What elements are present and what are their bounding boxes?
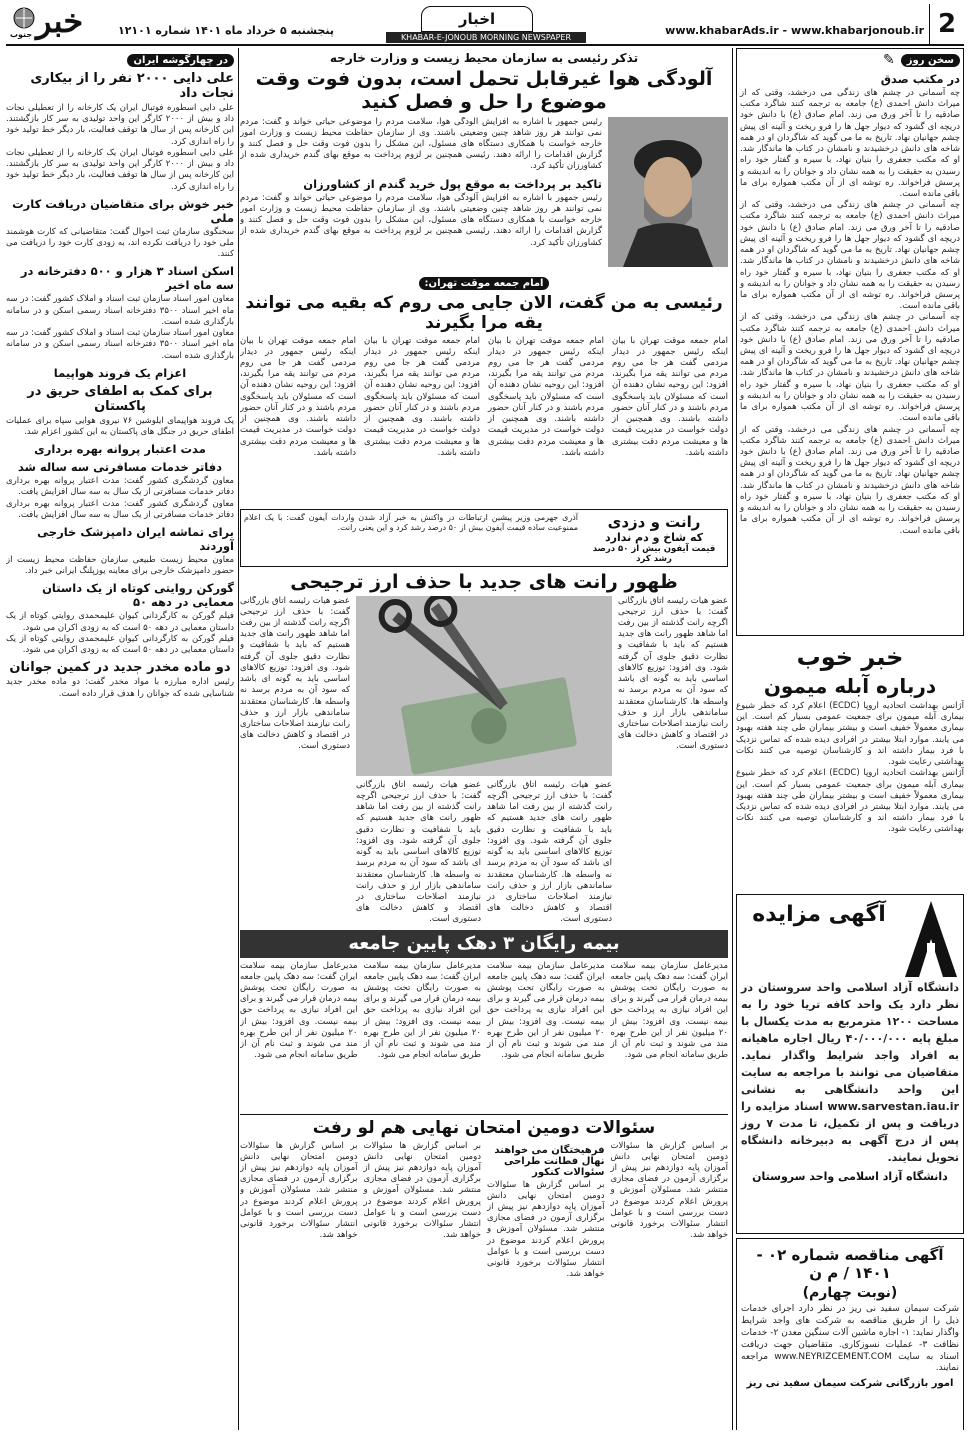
- left-h5b: دفاتر خدمات مسافرتی سه ساله شد: [17, 460, 223, 475]
- top-body-cont: رئیس جمهور با اشاره به افزایش آلودگی هوا، سلامت مردم را موضوعی حیاتی خواند و گفت: مردم نمی توانند هر روز شاهد چنین وضعیتی باشند. وی از سازمان حفاظت محیط زیست و وزارت امور خارجه خواست با همکاری دستگاه های مسئول، این مشکل را بدون فوت وقت حل و فصل کنند و گزارش اقدامات را ارائه دهند. رئیسی همچنین بر لزوم پرداخت به موقع بهای گندم خریداری شده از کشاورزان تأکید کرد.: [240, 192, 602, 248]
- ad3-footer: امور بازرگانی شرکت سیمان سفید نی ریز: [746, 1378, 954, 1390]
- exam-subhead: فرهیختگان می خواهند نهال فطانت طراحی سئوالات کنکور: [494, 1144, 605, 1178]
- column-body: چه آسمانی در چشم های زندگی می درخشد، وقتی که از میراث دانش احمدی (ع) جامعه به ترجمه کنند شاگرد مکتب صادقیه را تا آخر ورق می زند. امام صادق (ع) با دانش خود دریچه ای گشود که دیوار جهل ها را فرو ریخت و آئینه ای پیش چشم جهانیان نهاد. تاریخ به ما می گوید که شاگردان او در همه شاخه های دانش درخشیدند و نامشان در کتاب ها ماندگار شد. او که مکتب جعفری را بنیان نهاد، با سیره و گفتار خود راه رسیدن به حقیقت را به همه نشان داد و جوانان را به اندیشه و پرسش فراخواند. ره توشه ای از آن مکتب همواره برای ما باقی مانده است.: [740, 88, 960, 199]
- column-separator: [238, 48, 239, 1430]
- scissors-money-photo: [356, 596, 612, 776]
- left-t3b: معاون امور اسناد سازمان ثبت اسناد و املاک کشور گفت: در سه ماه اخیر اسناد ۳۵۰۰ دفترخانه اسناد رسمی اسکن و در سامانه بارگذاری شده است.: [6, 328, 234, 361]
- ad1-subtitle: درباره آبله میمون: [763, 674, 937, 698]
- newspaper-logo: [6, 4, 116, 44]
- insurance-body-1: مدیرعامل سازمان بیمه سلامت ایران گفت: سه دهک پایین جامعه به صورت رایگان تحت پوشش بیمه درمان قرار می گیرند و برای این افراد نیازی به پرداخت حق بیمه نیست. وی افزود: بیش از ۲۰ میلیون نفر از این طرح بهره مند می شوند و ثبت نام آن از طریق سامانه انجام می شود.: [610, 960, 728, 1061]
- top-subhead: تاکید بر پرداخت به موقع پول خرید گندم از کشاورزان: [303, 176, 602, 191]
- main-body-3: عضو هیات رئیسه اتاق بازرگانی گفت: با حذف ارز ترجیحی اگرچه رانت گذشته از بین رفت اما شاهد ظهور رانت های جدید هستیم که باید با شفافیت و نظارت دقیق جلوی آن گرفته شود. وی افزود: توزیع کالاهای اساسی باید به گونه ای باشد که سود آن به مردم برسد نه واسطه ها. کارشناسان معتقدند ساماندهی بازار ارز و حذف رانت نیازمند اصلاحات ساختاری در اقتصاد و کاهش دخالت های دستوری است.: [356, 779, 481, 925]
- left-h7: گورکن روایتی کوتاه از یک داستان معمایی در دهه ۵۰: [42, 581, 234, 610]
- column-body-cont2: چه آسمانی در چشم های زندگی می درخشد، وقتی که از میراث دانش احمدی (ع) جامعه به ترجمه کنند شاگرد مکتب صادقیه را تا آخر ورق می زند. امام صادق (ع) با دانش خود دریچه ای گشود که دیوار جهل ها را فرو ریخت و آئینه ای پیش چشم جهانیان نهاد. تاریخ به ما می گوید که شاگردان او در همه شاخه های دانش درخشیدند و نامشان در کتاب ها ماندگار شد. او که مکتب جعفری را بنیان نهاد، با سیره و گفتار خود راه رسیدن به حقیقت را به همه نشان داد و جوانان را به اندیشه و پرسش فراخواند. ره توشه ای از آن مکتب همواره برای ما باقی مانده است.: [740, 312, 960, 424]
- exam-body-3: بر اساس گزارش ها سئوالات دومین امتحان نهایی دانش آموزان پایه دوازدهم نیز پیش از برگزاری آزمون در فضای مجازی منتشر شد. مسئولان آموزش و پرورش اعلام کردند موضوع در دست بررسی است و با عوامل انتشار سئوالات برخورد قانونی خواهد شد.: [363, 1140, 481, 1241]
- main-story: [240, 596, 728, 926]
- left-t1: علی دایی اسطوره فوتبال ایران یک کارخانه را از تعطیلی نجات داد و بیش از ۲۰۰۰ کارگر این واحد تولیدی به سر کار بازگشتند. این کارخانه پس از سال ها توقف فعالیت، بار دیگر خط تولید خود را راه اندازی کرد.: [6, 103, 234, 147]
- friday-body-1: امام جمعه موقت تهران با بیان اینکه رئیس جمهور در دیدار مردمی گفت هر جا می روم مردم می توانند یقه مرا بگیرند، افزود: این روحیه نشان دهنده آن است که مسئولان باید پاسخگوی مردم باشند و در کنار آنان حضور داشته باشند. وی همچنین از دولت خواست در مدیریت قیمت ها و معیشت مردم دقت بیشتری داشته باشد.: [612, 335, 728, 458]
- page-number: 2: [929, 4, 964, 44]
- top-kicker: تذکر رئیسی به سازمان محیط زیست و وزارت خارجه: [329, 51, 639, 65]
- insurance-body-4: مدیرعامل سازمان بیمه سلامت ایران گفت: سه دهک پایین جامعه به صورت رایگان تحت پوشش بیمه درمان قرار می گیرند و برای این افراد نیازی به پرداخت حق بیمه نیست. وی افزود: بیش از ۲۰ میلیون نفر از این طرح بهره مند می شوند و ثبت نام آن از طریق سامانه انجام می شود.: [240, 960, 358, 1061]
- daily-column-box: [736, 48, 964, 636]
- column-body-cont3: چه آسمانی در چشم های زندگی می درخشد، وقتی که از میراث دانش احمدی (ع) جامعه به ترجمه کنند شاگرد مکتب صادقیه را تا آخر ورق می زند. امام صادق (ع) با دانش خود دریچه ای گشود که دیوار جهل ها را فرو ریخت و آئینه ای پیش چشم جهانیان نهاد. تاریخ به ما می گوید که شاگردان او در همه شاخه های دانش درخشیدند و نامشان در کتاب ها ماندگار شد. او که مکتب جعفری را بنیان نهاد، با سیره و گفتار خود راه رسیدن به حقیقت را به همه نشان داد و جوانان را به اندیشه و پرسش فراخواند. ره توشه ای از آن مکتب همواره برای ما باقی مانده است.: [740, 424, 960, 536]
- pen-icon: ✎: [883, 52, 895, 68]
- ad1-body-cont: آژانس بهداشت اتحادیه اروپا (ECDC) اعلام کرد که خطر شیوع بیماری آبله میمون برای جمعیت عمومی بسیار کم است. این بیماری معمولاً خفیف است و بیشتر بیماران طی چند هفته بهبود می یابند. موارد ابتلا بیشتر در افرادی دیده شده که تماس نزدیک با فرد بیمار داشته اند و کارشناسان توصیه می کنند نکات بهداشتی رعایت شود.: [736, 768, 964, 835]
- left-h3: اسکن اسناد ۳ هزار و ۵۰۰ دفترخانه در سه ماه اخیر: [20, 264, 234, 293]
- issue-date: پنجشنبه ۵ خرداد ماه ۱۴۰۱ شماره ۱۲۱۰۱: [118, 24, 334, 37]
- friday-body-2: امام جمعه موقت تهران با بیان اینکه رئیس جمهور در دیدار مردمی گفت هر جا می روم مردم می توانند یقه مرا بگیرند، افزود: این روحیه نشان دهنده آن است که مسئولان باید پاسخگوی مردم باشند و در کنار آنان حضور داشته باشند. وی همچنین از دولت خواست در مدیریت قیمت ها و معیشت مردم دقت بیشتری داشته باشد.: [488, 335, 604, 458]
- exam-story: [240, 1141, 728, 1301]
- left-h5: مدت اعتبار پروانه بهره برداری: [34, 442, 206, 457]
- rant-caption: قیمت آیفون بیش از ۵۰ درصد رشد کرد: [592, 543, 716, 564]
- main-body-1: عضو هیات رئیسه اتاق بازرگانی گفت: با حذف ارز ترجیحی اگرچه رانت گذشته از بین رفت اما شاهد ظهور رانت های جدید هستیم که باید با شفافیت و نظارت دقیق جلوی آن گرفته شود. وی افزود: توزیع کالاهای اساسی باید به گونه ای باشد که سود آن به مردم برسد نه واسطه ها. کارشناسان معتقدند ساماندهی بازار ارز و حذف رانت نیازمند اصلاحات ساختاری در اقتصاد و کاهش دخالت های دستوری است.: [618, 595, 728, 752]
- left-h6: برای تماشه ایران دامپزشک خارجی آوردند: [37, 525, 234, 554]
- friday-body-4: امام جمعه موقت تهران با بیان اینکه رئیس جمهور در دیدار مردمی گفت هر جا می روم مردم می توانند یقه مرا بگیرند، افزود: این روحیه نشان دهنده آن است که مسئولان باید پاسخگوی مردم باشند و در کنار آنان حضور داشته باشند. وی همچنین از دولت خواست در مدیریت قیمت ها و معیشت مردم دقت بیشتری داشته باشد.: [240, 335, 356, 458]
- main-headline: ظهور رانت های جدید با حذف ارز ترجیحی: [290, 570, 678, 593]
- ad3-subtitle: (نوبت چهارم): [802, 1285, 898, 1301]
- top-body: رئیس جمهور با اشاره به افزایش آلودگی هوا، سلامت مردم را موضوعی حیاتی خواند و گفت: مردم نمی توانند هر روز شاهد چنین وضعیتی باشند. وی از سازمان حفاظت محیط زیست و وزارت امور خارجه خواست با همکاری دستگاه های مسئول، این مشکل را بدون فوت وقت حل و فصل کنند و گزارش اقدامات را ارائه دهند. رئیسی همچنین بر لزوم پرداخت به موقع بهای گندم خریداری شده از کشاورزان تأکید کرد.: [240, 116, 602, 172]
- left-t5: معاون گردشگری کشور گفت: مدت اعتبار پروانه بهره برداری دفاتر خدمات مسافرتی از یک سال به سه سال افزایش یافت.: [6, 476, 234, 498]
- column-separator: [732, 48, 733, 1430]
- left-h1: علی دایی ۲۰۰۰ نفر را از بیکاری نجات داد: [30, 71, 234, 101]
- insurance-body-3: مدیرعامل سازمان بیمه سلامت ایران گفت: سه دهک پایین جامعه به صورت رایگان تحت پوشش بیمه درمان قرار می گیرند و برای این افراد نیازی به پرداخت حق بیمه نیست. وی افزود: بیش از ۲۰ میلیون نفر از این طرح بهره مند می شوند و ثبت نام آن از طریق سامانه انجام می شود.: [363, 960, 481, 1061]
- ad1-title: خبر خوب: [796, 643, 904, 671]
- top-story: [240, 117, 728, 267]
- exam-body-1: بر اساس گزارش ها سئوالات دومین امتحان نهایی دانش آموزان پایه دوازدهم نیز پیش از برگزاری آزمون در فضای مجازی منتشر شد. مسئولان آموزش و پرورش اعلام کردند موضوع در دست بررسی است و با عوامل انتشار سئوالات برخورد قانونی خواهد شد.: [610, 1140, 728, 1241]
- ad2-title: آگهی مزایده: [752, 902, 886, 927]
- masthead: [6, 4, 964, 46]
- left-h4b: برای کمک به اطفای حریق در پاکستان: [27, 383, 213, 414]
- left-t3: معاون امور اسناد سازمان ثبت اسناد و املاک کشور گفت: در سه ماه اخیر اسناد ۳۵۰۰ دفترخانه اسناد رسمی اسکن و در سامانه بارگذاری شده است.: [6, 294, 234, 327]
- logo-text: خبر: [36, 2, 84, 40]
- friday-headline: رئیسی به من گفت، الان جایی می روم که بقیه می توانند یقه مرا بگیرند: [245, 292, 723, 333]
- ad3-body: شرکت سیمان سفید نی ریز در نظر دارد اجرای خدمات ذیل را از طریق مناقصه به شرکت های واجد شرایط واگذار نماید: ۱- اجاره ماشین آلات سنگین معدن ۲- خدمات نظافت ۳- عملیات نسوزکاری. متقاضیان جهت دریافت اسناد به سایت www.NEYRIZCEMENT.COM مراجعه نمایند.: [741, 1304, 959, 1374]
- rant-box: [240, 509, 728, 567]
- left-t7: فیلم گورکن به کارگردانی کیوان علیمحمدی روایتی کوتاه از یک داستان معمایی در دهه ۵۰ است که به زودی اکران می شود.: [6, 611, 234, 633]
- logo-small: جنوب: [10, 30, 33, 39]
- ad1-body: آژانس بهداشت اتحادیه اروپا (ECDC) اعلام کرد که خطر شیوع بیماری آبله میمون برای جمعیت عمومی بسیار کم است. این بیماری معمولاً خفیف است و بیشتر بیماران طی چند هفته بهبود می یابند. موارد ابتلا بیشتر در افرادی دیده شده که تماس نزدیک با فرد بیمار داشته اند و کارشناسان توصیه می کنند نکات بهداشتی رعایت شود.: [736, 701, 964, 768]
- insurance-story: [240, 961, 728, 1111]
- left-t1b: علی دایی اسطوره فوتبال ایران یک کارخانه را از تعطیلی نجات داد و بیش از ۲۰۰۰ کارگر این واحد تولیدی به سر کار بازگشتند. این کارخانه پس از سال ها توقف فعالیت، بار دیگر خط تولید خود را راه اندازی کرد.: [6, 147, 234, 192]
- main-body-4: عضو هیات رئیسه اتاق بازرگانی گفت: با حذف ارز ترجیحی اگرچه رانت گذشته از بین رفت اما شاهد ظهور رانت های جدید هستیم که باید با شفافیت و نظارت دقیق جلوی آن گرفته شود. وی افزود: توزیع کالاهای اساسی باید به گونه ای باشد که سود آن به مردم برسد نه واسطه ها. کارشناسان معتقدند ساماندهی بازار ارز و حذف رانت نیازمند اصلاحات ساختاری در اقتصاد و کاهش دخالت های دستوری است.: [240, 595, 350, 752]
- right-column: [736, 48, 964, 1430]
- insurance-body-2: مدیرعامل سازمان بیمه سلامت ایران گفت: سه دهک پایین جامعه به صورت رایگان تحت پوشش بیمه درمان قرار می گیرند و برای این افراد نیازی به پرداخت حق بیمه نیست. وی افزود: بیش از ۲۰ میلیون نفر از این طرح بهره مند می شوند و ثبت نام آن از طریق سامانه انجام می شود.: [487, 960, 605, 1061]
- column-body-cont: چه آسمانی در چشم های زندگی می درخشد، وقتی که از میراث دانش احمدی (ع) جامعه به ترجمه کنند شاگرد مکتب صادقیه را تا آخر ورق می زند. امام صادق (ع) با دانش خود دریچه ای گشود که دیوار جهل ها را فرو ریخت و آئینه ای پیش چشم جهانیان نهاد. تاریخ به ما می گوید که شاگردان او در همه شاخه های دانش درخشیدند و نامشان در کتاب ها ماندگار شد. او که مکتب جعفری را بنیان نهاد، با سیره و گفتار خود راه رسیدن به حقیقت را به همه نشان داد و جوانان را به اندیشه و پرسش فراخواند. ره توشه ای از آن مکتب همواره برای ما باقی مانده است.: [740, 200, 960, 312]
- left-t6: معاون محیط زیست طبیعی سازمان حفاظت محیط زیست از حضور دامپزشک خارجی برای معاینه یوزپلنگ ایرانی خبر داد.: [6, 555, 234, 577]
- left-t4: یک فروند هواپیمای ایلوشین ۷۶ نیروی هوایی سپاه برای عملیات اطفای حریق در جنگل های پاکستان به این کشور اعزام شد.: [6, 415, 234, 437]
- ad-auction: [736, 894, 964, 1234]
- left-h2: خبر خوش برای متقاضیان دریافت کارت ملی: [12, 196, 234, 225]
- friday-body-3: امام جمعه موقت تهران با بیان اینکه رئیس جمهور در دیدار مردمی گفت هر جا می روم مردم می توانند یقه مرا بگیرند، افزود: این روحیه نشان دهنده آن است که مسئولان باید پاسخگوی مردم باشند و در کنار آنان حضور داشته باشند. وی همچنین از دولت خواست در مدیریت قیمت ها و معیشت مردم دقت بیشتری داشته باشد.: [364, 335, 480, 458]
- left-h4: اعزام یک فروند هواپیما: [53, 365, 187, 380]
- section-title: اخبار: [421, 6, 533, 32]
- ad2-body: دانشگاه آزاد اسلامی واحد سروستان در نظر دارد یک واحد کافه تریا خود را به مساحت ۱۲۰۰ مترمربع به مدت یکسال با مبلغ پایه ۴۰/۰۰۰/۰۰۰ ریال اجاره ماهیانه به افراد واجد شرایط واگذار نماید. متقاضیان می توانند با مراجعه به سایت این واحد دانشگاهی به نشانی www.sarvestan.iau.ir اسناد مزایده را دریافت و پس از تکمیل، تا مدت ۷ روز پس از درج آگهی به دبیرخانه دانشگاه تحویل نمایند.: [741, 981, 959, 1165]
- column-subtitle: در مکتب صدق: [880, 72, 960, 86]
- newspaper-subtitle: KHABAR-E-JONOUB MORNING NEWSPAPER: [386, 32, 586, 43]
- ad3-title: آگهی مناقصه شماره ۰۲ - ۱۴۰۱ / م ن: [756, 1246, 944, 1282]
- middle-column: [240, 48, 728, 1430]
- ad2-footer: دانشگاه آزاد اسلامی واحد سروستان: [752, 1169, 948, 1183]
- rant-body: آذری جهرمی وزیر پیشین ارتباطات در واکنش به خبر آزاد شدن واردات آیفون گفت: با یک اعلام ممنوعیت ساده قیمت آیفون بیش از ۵۰ درصد رشد کرد و این یعنی رانت.: [244, 512, 578, 533]
- left-h8: دو ماده مخدر جدید در کمین جوانان: [9, 660, 231, 676]
- friday-tag: امام جمعه موقت تهران:: [419, 277, 550, 290]
- left-t2: سخنگوی سازمان ثبت احوال گفت: متقاضیانی که کارت هوشمند ملی خود را دریافت نکرده اند، به زودی کارت خود را دریافت می کنند.: [6, 226, 234, 260]
- website-url[interactable]: www.khabarAds.ir - www.khabarjonoub.ir: [665, 24, 924, 37]
- exam-body-4: بر اساس گزارش ها سئوالات دومین امتحان نهایی دانش آموزان پایه دوازدهم نیز پیش از برگزاری آزمون در فضای مجازی منتشر شد. مسئولان آموزش و پرورش اعلام کردند موضوع در دست بررسی است و با عوامل انتشار سئوالات برخورد قانونی خواهد شد.: [240, 1140, 358, 1241]
- president-photo: [608, 117, 728, 267]
- main-body-2: عضو هیات رئیسه اتاق بازرگانی گفت: با حذف ارز ترجیحی اگرچه رانت گذشته از بین رفت اما شاهد ظهور رانت های جدید هستیم که باید با شفافیت و نظارت دقیق جلوی آن گرفته شود. وی افزود: توزیع کالاهای اساسی باید به گونه ای باشد که سود آن به مردم برسد نه واسطه ها. کارشناسان معتقدند ساماندهی بازار ارز و حذف رانت نیازمند اصلاحات ساختاری در اقتصاد و کاهش دخالت های دستوری است.: [487, 779, 612, 925]
- left-tag: در چهارگوشه ایران: [127, 54, 234, 67]
- left-t8: رئیس اداره مبارزه با مواد مخدر گفت: دو ماده مخدر جدید شناسایی شده که جوانان را هدف قرار داده است.: [6, 677, 234, 699]
- university-logo-icon: [903, 899, 959, 979]
- top-headline: آلودگی هوا غیرقابل تحمل است، بدون فوت وقت موضوع را حل و فصل کنید: [255, 68, 713, 113]
- column-tag: سخن روز: [901, 54, 960, 67]
- ad-tender: [736, 1238, 964, 1430]
- ad-monkeypox: [736, 640, 964, 890]
- left-t5b: معاون گردشگری کشور گفت: مدت اعتبار پروانه بهره برداری دفاتر خدمات مسافرتی از یک سال به سه سال افزایش یافت.: [6, 498, 234, 520]
- left-t7b: فیلم گورکن به کارگردانی کیوان علیمحمدی روایتی کوتاه از یک داستان معمایی در دهه ۵۰ است که به زودی اکران می شود.: [6, 633, 234, 656]
- exam-body-2: بر اساس گزارش ها سئوالات دومین امتحان نهایی دانش آموزان پایه دوازدهم نیز پیش از برگزاری آزمون در فضای مجازی منتشر شد. مسئولان آموزش و پرورش اعلام کردند موضوع در دست بررسی است و با عوامل انتشار سئوالات برخورد قانونی خواهد شد.: [487, 1179, 605, 1280]
- exam-headline: سئوالات دومین امتحان نهایی هم لو رفت: [240, 1114, 728, 1138]
- rant-subtitle: که شاخ و دم ندارد: [604, 530, 704, 544]
- rant-title: رانت و دزدی: [607, 512, 701, 531]
- insurance-banner: بیمه رایگان ۳ دهک پایین جامعه: [240, 930, 728, 958]
- left-column: [6, 48, 234, 1430]
- friday-story: [240, 336, 728, 506]
